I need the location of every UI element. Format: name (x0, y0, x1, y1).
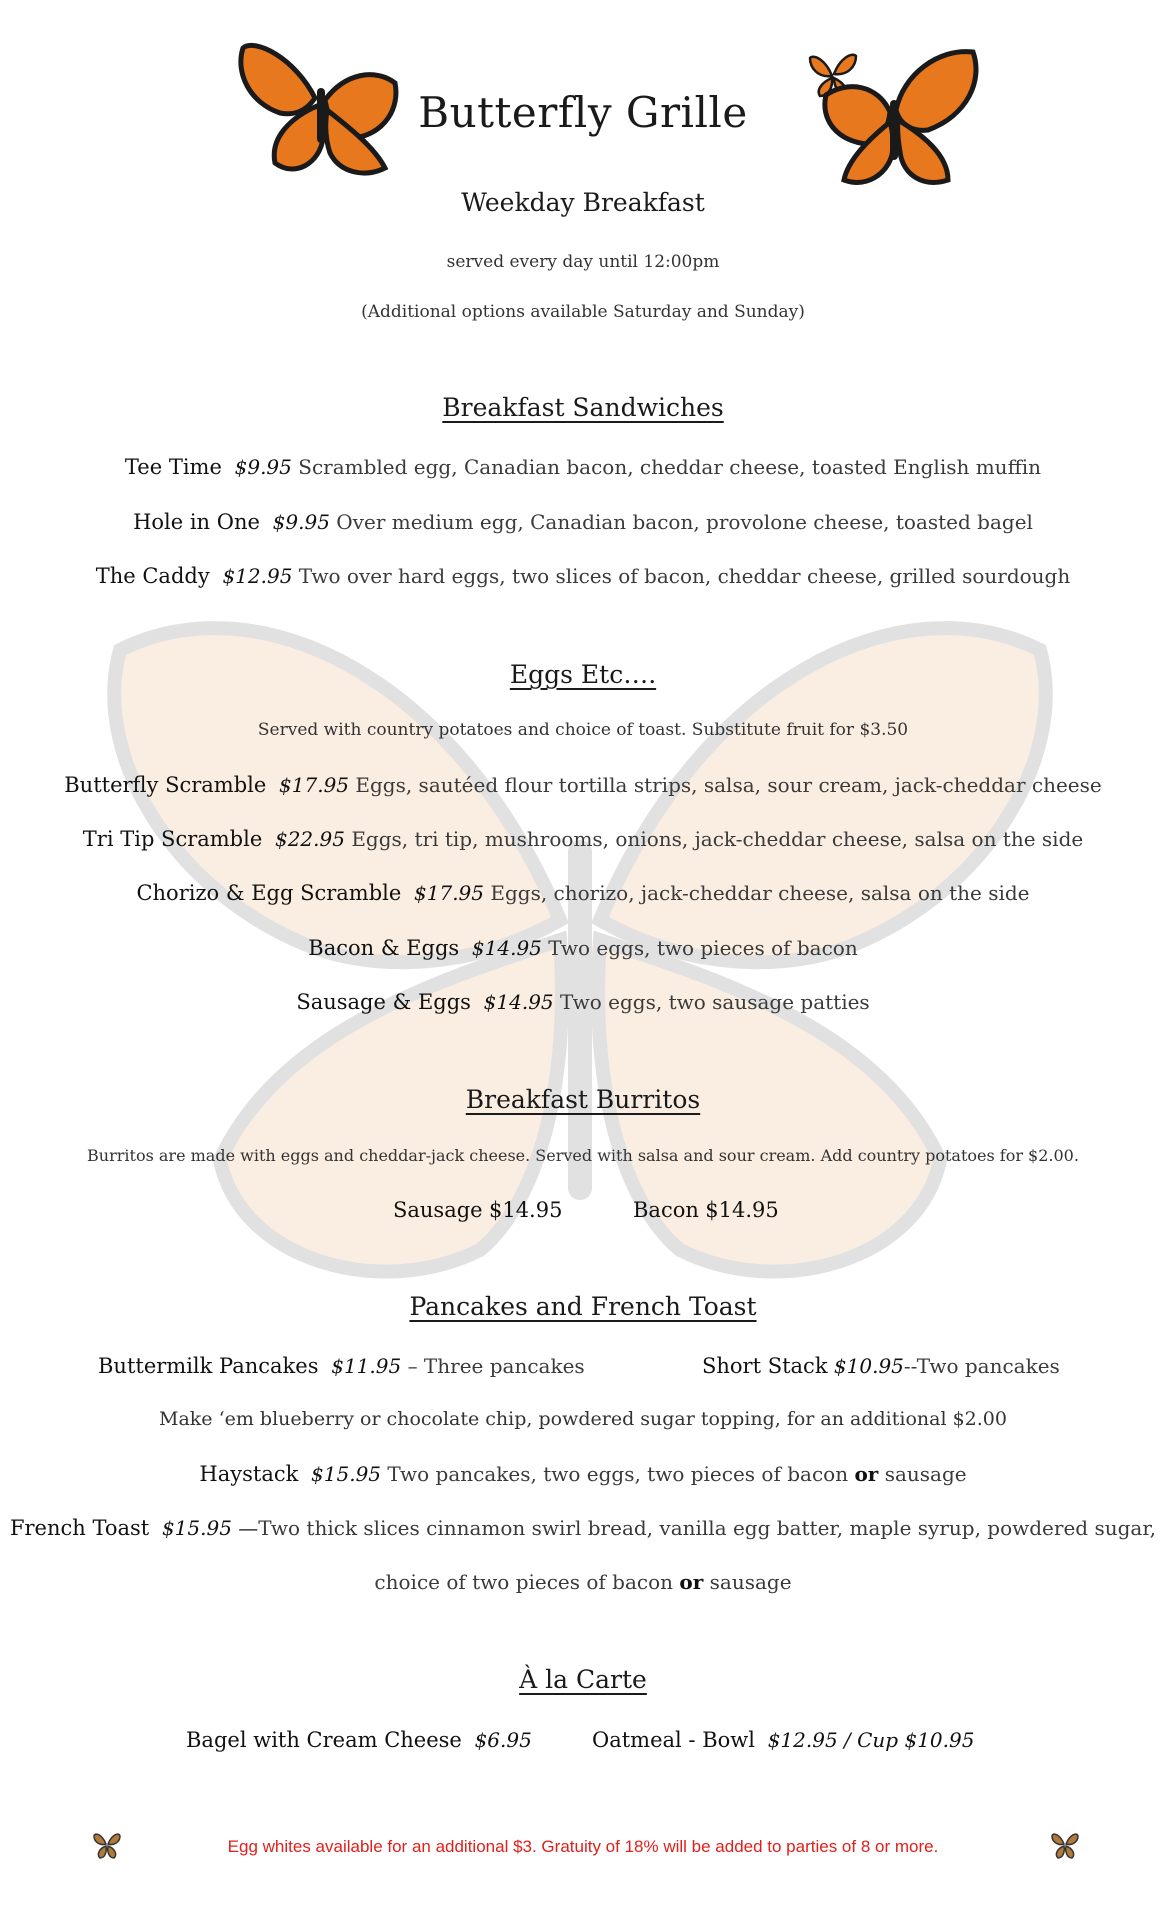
eggs-note: Served with country potatoes and choice of toast. Substitute fruit for $3.50 (257, 720, 909, 740)
item-name: Sausage (393, 1198, 483, 1222)
item-price: $14.95 (705, 1198, 779, 1222)
item-name: Bacon & Eggs (308, 936, 460, 960)
footer-note: Egg whites available for an additional $3. Gratuity of 18% will be added to parties of 8 or more. (227, 1837, 939, 1856)
item-name: Oatmeal - Bowl (592, 1728, 755, 1752)
section-heading-carte: À la Carte (519, 1665, 647, 1694)
menu-item (633, 1198, 779, 1222)
item-description: --Two pancakes (903, 1354, 1060, 1378)
item-description: choice of two pieces of bacon (374, 1570, 674, 1594)
served-note: served every day until 12:00pm (446, 252, 720, 272)
item-name: Short Stack (702, 1354, 828, 1378)
item-price: $6.95 (474, 1728, 532, 1752)
menu-item (592, 1728, 974, 1752)
menu-item (702, 1354, 1060, 1378)
burritos-note: Burritos are made with eggs and cheddar-jack cheese. Served with salsa and sour cream. Add country potatoes for $2.00. (87, 1146, 1079, 1165)
item-price: $15.95 (311, 1462, 382, 1486)
item-description: Over medium egg, Canadian bacon, provolone cheese, toasted bagel (336, 510, 1033, 534)
item-description: Scrambled egg, Canadian bacon, cheddar cheese, toasted English muffin (298, 455, 1042, 479)
menu-item (0, 564, 1166, 588)
menu-item (98, 1354, 585, 1378)
menu-subtitle: Weekday Breakfast (461, 188, 705, 217)
item-name: Haystack (199, 1462, 299, 1486)
item-name: Bagel with Cream Cheese (186, 1728, 462, 1752)
menu-item (0, 881, 1166, 905)
item-description: Two eggs, two sausage patties (560, 990, 870, 1014)
menu-item (0, 827, 1166, 851)
item-price: $10.95 (833, 1354, 904, 1378)
item-name: The Caddy (95, 564, 210, 588)
butterfly-footer-right-icon (1050, 1830, 1080, 1860)
item-price: $14.95 (471, 936, 542, 960)
menu-item (186, 1728, 532, 1752)
section-heading-eggs: Eggs Etc…. (509, 660, 657, 689)
item-name: Butterfly Scramble (64, 773, 267, 797)
item-price: $17.95 (279, 773, 350, 797)
item-price: $14.95 (483, 990, 554, 1014)
item-name: French Toast (9, 1516, 150, 1540)
item-name: Sausage & Eggs (296, 990, 471, 1014)
item-description: Two over hard eggs, two slices of bacon, cheddar cheese, grilled sourdough (298, 564, 1071, 588)
item-description: Two pancakes, two eggs, two pieces of bacon (387, 1462, 849, 1486)
menu-item (393, 1198, 562, 1222)
item-name: Buttermilk Pancakes (98, 1354, 319, 1378)
menu-item (0, 990, 1166, 1014)
item-price: $14.95 (488, 1198, 563, 1222)
item-description: Two thick slices cinnamon swirl bread, vanilla egg batter, maple syrup, powdered sugar, (258, 1516, 1157, 1540)
item-name: Chorizo & Egg Scramble (136, 881, 402, 905)
item-price: $11.95 (331, 1354, 402, 1378)
item-description-extra: sausage (709, 1570, 792, 1594)
item-name: Tri Tip Scramble (82, 827, 263, 851)
menu-item (0, 773, 1166, 797)
section-heading-burritos: Breakfast Burritos (465, 1085, 701, 1114)
item-name: Tee Time (124, 455, 222, 479)
section-heading-pancakes: Pancakes and French Toast (409, 1292, 757, 1321)
restaurant-title: Butterfly Grille (418, 88, 748, 137)
item-price: $9.95 (272, 510, 330, 534)
section-heading-sandwiches: Breakfast Sandwiches (442, 393, 724, 422)
item-description: – Three pancakes (407, 1354, 585, 1378)
or-word: or (679, 1570, 704, 1594)
item-name: Bacon (633, 1198, 699, 1222)
pancakes-note: Make ‘em blueberry or chocolate chip, powdered sugar topping, for an additional $2.00 (159, 1408, 1007, 1430)
menu-item (0, 936, 1166, 960)
item-description-extra: sausage (884, 1462, 967, 1486)
item-price: $9.95 (234, 455, 292, 479)
item-price: $12.95 (222, 564, 293, 588)
item-description: Eggs, sautéed flour tortilla strips, salsa, sour cream, jack-cheddar cheese (355, 773, 1102, 797)
item-description: Two eggs, two pieces of bacon (548, 936, 858, 960)
item-price: $22.95 (274, 827, 345, 851)
additional-note: (Additional options available Saturday and Sunday) (361, 302, 805, 322)
item-price: $17.95 (414, 881, 484, 905)
menu-item (0, 1462, 1166, 1486)
menu-item-continued (0, 1570, 1166, 1594)
item-description: Eggs, chorizo, jack-cheddar cheese, salsa on the side (490, 881, 1030, 905)
menu-item (0, 455, 1166, 479)
menu-item (0, 510, 1166, 534)
or-word: or (854, 1462, 879, 1486)
menu-item (0, 1516, 1166, 1540)
item-name: Hole in One (133, 510, 260, 534)
item-price: $15.95 — (161, 1516, 259, 1540)
item-price: $12.95 / Cup $10.95 (767, 1728, 975, 1752)
item-description: Eggs, tri tip, mushrooms, onions, jack-cheddar cheese, salsa on the side (351, 827, 1084, 851)
